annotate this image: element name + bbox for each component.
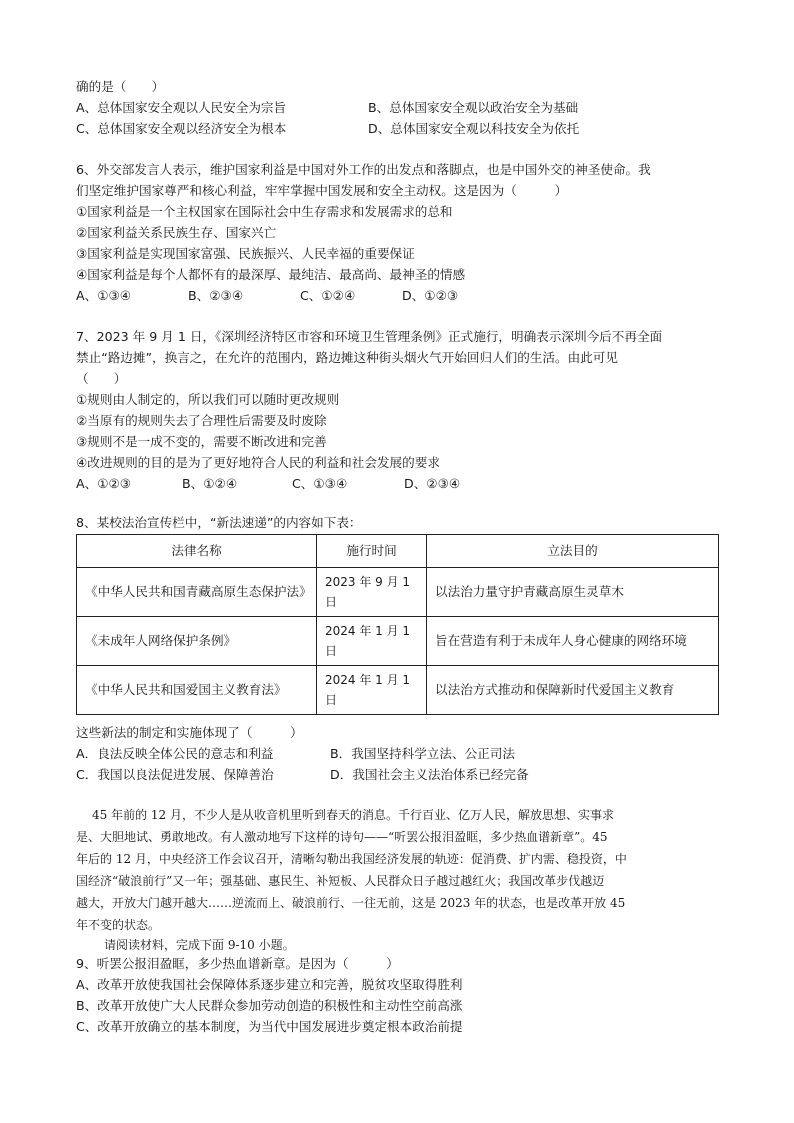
q9-option-a: A、改革开放使我国社会保障体系逐步建立和完善，脱贫攻坚取得胜利 <box>76 977 463 992</box>
q7-statement-2: ②当原有的规则失去了合理性后需要及时废除 <box>76 413 327 428</box>
q6-stem-line-1: 6、外交部发言人表示，维护国家利益是中国对外工作的出发点和落脚点，也是中国外交的神圣使命。我 <box>76 162 651 177</box>
table-cell-purpose: 以法治方式推动和保障新时代爱国主义教育 <box>427 666 719 715</box>
q7-statement-1: ①规则由人制定的，所以我们可以随时更改规则 <box>76 392 340 407</box>
table-header-purpose: 立法目的 <box>427 535 719 568</box>
q5-option-d: D、总体国家安全观以科技安全为依托 <box>368 121 580 136</box>
q6-option-b: B、②③④ <box>188 288 244 303</box>
q7-stem-line-2: 禁止“路边摊”，换言之，在允许的范围内，路边摊这种街头烟火气开始回归人们的生活。由此可见 <box>76 350 618 365</box>
q6-statement-3: ③国家利益是实现国家富强、民族振兴、人民幸福的重要保证 <box>76 246 415 261</box>
q9-option-b: B、改革开放使广大人民群众参加劳动创造的积极性和主动性空前高涨 <box>76 998 463 1013</box>
q5-stem-end: 确的是（ ） <box>76 79 165 94</box>
table-row <box>77 617 719 666</box>
q8-option-d: D．我国社会主义法治体系已经完备 <box>330 767 529 782</box>
table-header-law-name: 法律名称 <box>77 535 317 568</box>
table-cell-purpose: 旨在营造有利于未成年人身心健康的网络环境 <box>427 617 719 666</box>
passage-line-6: 年不变的状态。 <box>76 918 161 932</box>
q6-option-d: D、①②③ <box>402 288 459 303</box>
q8-stem: 8、某校法治宣传栏中，“新法速递”的内容如下表： <box>76 515 362 530</box>
passage-line-1: 45 年前的 12 月，不少人是从收音机里听到春天的消息。千行百业、亿万人民，解放思想、实事求 <box>92 808 614 822</box>
q9-option-c: C、改革开放确立的基本制度，为当代中国发展进步奠定根本政治前提 <box>76 1019 463 1034</box>
q8-option-c: C．我国以良法促进发展、保障善治 <box>76 767 274 782</box>
table-cell-effective-date: 2023 年 9 月 1 日 <box>317 568 427 617</box>
table-cell-law-name: 《中华人民共和国青藏高原生态保护法》 <box>77 568 317 617</box>
q5-option-c: C、总体国家安全观以经济安全为根本 <box>76 121 287 136</box>
q7-stem-line-3: （ ） <box>76 371 127 386</box>
table-row <box>77 666 719 715</box>
table-header-row <box>77 535 719 568</box>
table-cell-law-name: 《未成年人网络保护条例》 <box>77 617 317 666</box>
q7-option-c: C、①③④ <box>292 476 348 491</box>
q7-option-d: D、②③④ <box>404 476 461 491</box>
q6-statement-4: ④国家利益是每个人都怀有的最深厚、最纯洁、最高尚、最神圣的情感 <box>76 267 466 282</box>
q6-stem-line-2: 们坚定维护国家尊严和核心利益，牢牢掌握中国发展和安全主动权。这是因为（ ） <box>76 183 568 198</box>
q7-stem-line-1: 7、2023 年 9 月 1 日，《深圳经济特区市容和环境卫生管理条例》正式施行，明确表示深圳今后不再全面 <box>76 329 663 344</box>
table-cell-effective-date: 2024 年 1 月 1 日 <box>317 617 427 666</box>
q8-option-a: A．良法反映全体公民的意志和利益 <box>76 746 274 761</box>
passage-line-4: 国经济“破浪前行”又一年；强基础、惠民生、补短板、人民群众日子越过越红火；我国改革步伐越迈 <box>76 874 605 888</box>
q9-stem: 9、听罢公报泪盈眶，多少热血谱新章。是因为（ ） <box>76 956 399 971</box>
table-cell-law-name: 《中华人民共和国爱国主义教育法》 <box>77 666 317 715</box>
table-cell-purpose: 以法治力量守护青藏高原生灵草木 <box>427 568 719 617</box>
q6-option-a: A、①③④ <box>76 288 132 303</box>
q5-option-a: A、总体国家安全观以人民安全为宗旨 <box>76 100 287 115</box>
q7-option-a: A、①②③ <box>76 476 132 491</box>
q6-statement-2: ②国家利益关系民族生存、国家兴亡 <box>76 225 277 240</box>
table-cell-effective-date: 2024 年 1 月 1 日 <box>317 666 427 715</box>
q7-option-b: B、①②④ <box>182 476 238 491</box>
q5-option-b: B、总体国家安全观以政治安全为基础 <box>368 100 579 115</box>
q6-statement-1: ①国家利益是一个主权国家在国际社会中生存需求和发展需求的总和 <box>76 204 453 219</box>
passage-instruction: 请阅读材料，完成下面 9-10 小题。 <box>104 938 295 952</box>
passage-line-5: 越大，开放大门越开越大……逆流而上、破浪前行、一往无前，这是 2023 年的状态，也是改革开放 45 <box>76 896 626 910</box>
table-row <box>77 568 719 617</box>
table-header-effective-date: 施行时间 <box>317 535 427 568</box>
passage-line-2: 是、大胆地试、勇敢地改。有人激动地写下这样的诗句——“听罢公报泪盈眶，多少热血谱新章”。45 <box>76 830 608 844</box>
q8-question: 这些新法的制定和实施体现了（ ） <box>76 725 303 740</box>
q7-statement-3: ③规则不是一成不变的，需要不断改进和完善 <box>76 434 327 449</box>
new-laws-table <box>76 534 719 715</box>
q6-option-c: C、①②④ <box>300 288 356 303</box>
q7-statement-4: ④改进规则的目的是为了更好地符合人民的利益和社会发展的要求 <box>76 455 440 470</box>
q8-option-b: B．我国坚持科学立法、公正司法 <box>330 746 515 761</box>
passage-line-3: 年后的 12 月，中央经济工作会议召开，清晰勾勒出我国经济发展的轨迹：促消费、扩内需、稳投资，中 <box>76 852 627 866</box>
